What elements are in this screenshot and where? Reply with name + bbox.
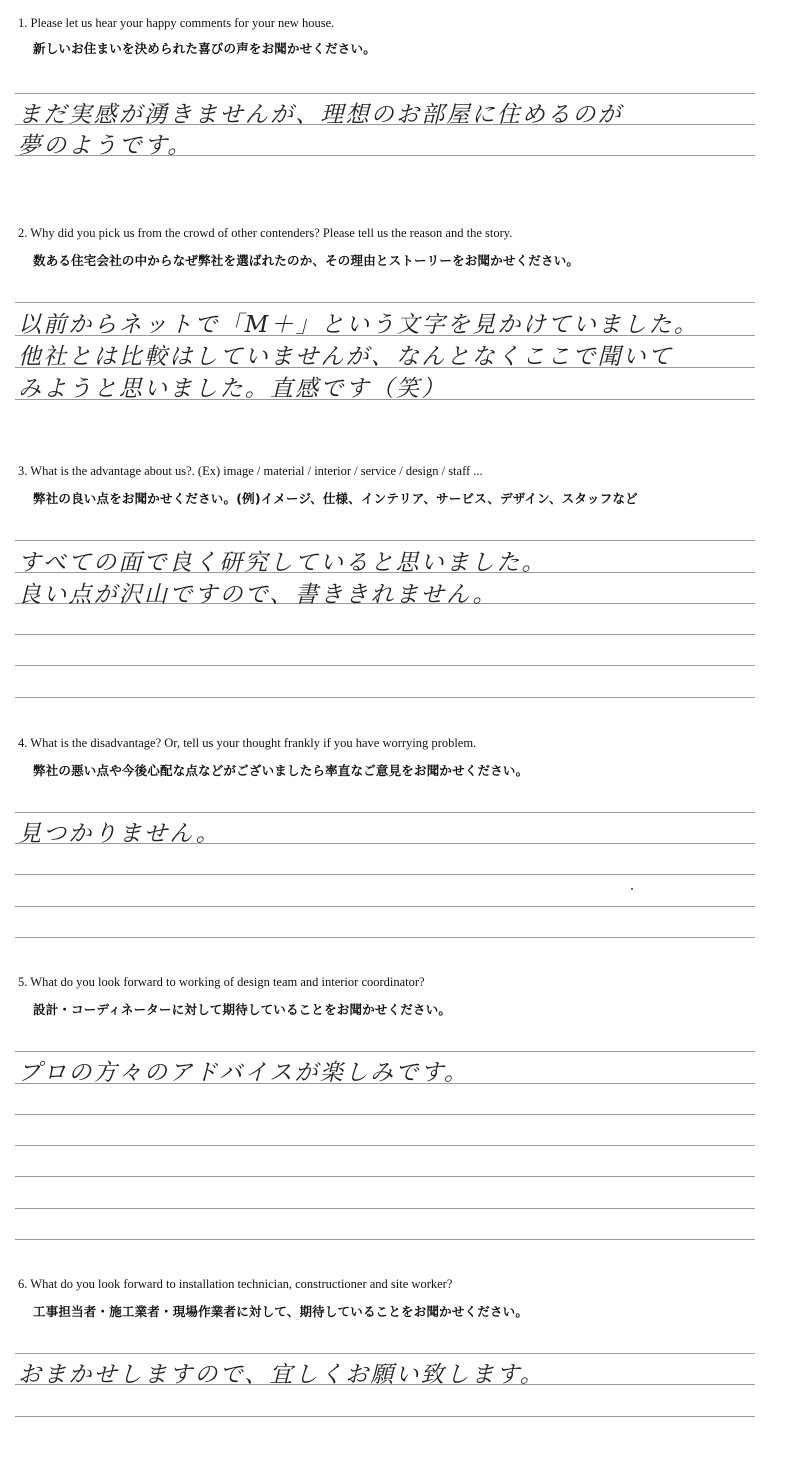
answer-line [15, 634, 755, 635]
question-3-english: 3. What is the advantage about us?. (Ex) image / material / interior / service / design / staff ... [18, 464, 483, 478]
answer-6-line-1: おまかせしますので、宜しくお願い致します。 [18, 1362, 545, 1388]
question-1-english: 1. Please let us hear your happy comments for your new house. [18, 16, 335, 30]
answer-line [15, 874, 755, 875]
answer-line [15, 1145, 755, 1146]
question-2-japanese: 数ある住宅会社の中からなぜ弊社を選ばれたのか、その理由とストーリーをお聞かせください。 [33, 253, 580, 268]
question-2-english: 2. Why did you pick us from the crowd of other contenders? Please tell us the reason and the story. [18, 226, 513, 240]
answer-1-line-1: まだ実感が湧きませんが、理想のお部屋に住めるのが [18, 102, 623, 128]
question-4-japanese: 弊社の悪い点や今後心配な点などがございましたら率直なご意見をお聞かせください。 [33, 763, 529, 778]
answer-5-line-1: プロの方々のアドバイスが楽しみです。 [18, 1060, 470, 1086]
answer-line [15, 1416, 755, 1417]
answer-line [15, 302, 755, 303]
question-5-japanese: 設計・コーディネーターに対して期待していることをお聞かせください。 [33, 1002, 452, 1017]
answer-line [15, 93, 755, 94]
answer-3-line-2: 良い点が沢山ですので、書ききれません。 [18, 582, 498, 608]
answer-3-line-1: すべての面で良く研究していると思いました。 [18, 550, 547, 576]
answer-line [15, 697, 755, 698]
question-1-japanese: 新しいお住まいを決められた喜びの声をお聞かせください。 [33, 41, 376, 56]
answer-line [15, 665, 755, 666]
answer-line [15, 812, 755, 813]
answer-line [15, 937, 755, 938]
stray-mark [631, 888, 633, 890]
answer-2-line-2: 他社とは比較はしていませんが、なんとなくここで聞いて [18, 344, 674, 370]
question-3-japanese: 弊社の良い点をお聞かせください。(例)イメージ、仕様、インテリア、サービス、デザイン、スタッフなど [33, 491, 638, 506]
answer-line [15, 906, 755, 907]
question-6-english: 6. What do you look forward to installation technician, constructioner and site worker? [18, 1277, 453, 1291]
answer-2-line-3: みようと思いました。直感です（笑） [18, 376, 447, 402]
answer-line [15, 1239, 755, 1240]
answer-line [15, 1353, 755, 1354]
answer-line [15, 1176, 755, 1177]
answer-line [15, 1051, 755, 1052]
answer-4-line-1: 見つかりません。 [18, 821, 221, 847]
answer-1-line-2: 夢のようです。 [18, 133, 193, 159]
question-4-english: 4. What is the disadvantage? Or, tell us your thought frankly if you have worrying problem. [18, 736, 477, 750]
answer-line [15, 1208, 755, 1209]
answer-line [15, 1114, 755, 1115]
question-6-japanese: 工事担当者・施工業者・現場作業者に対して、期待していることをお聞かせください。 [33, 1304, 529, 1319]
answer-2-line-1: 以前からネットで「M＋」という文字を見かけていました。 [18, 312, 699, 338]
question-5-english: 5. What do you look forward to working of design team and interior coordinator? [18, 975, 425, 989]
answer-line [15, 540, 755, 541]
